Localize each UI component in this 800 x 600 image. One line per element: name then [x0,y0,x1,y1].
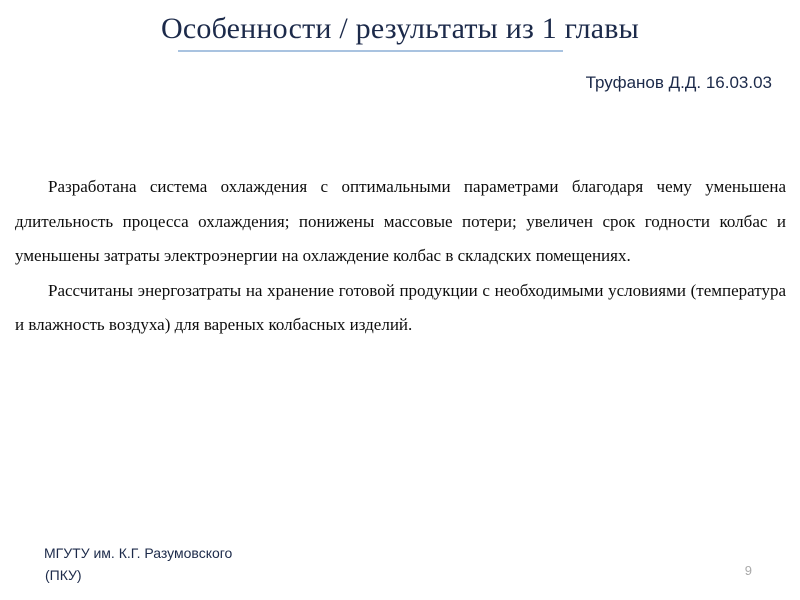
page-number: 9 [744,563,752,578]
slide-title: Особенности / результаты из 1 главы [160,12,639,45]
footer-org-abbrev: (ПКУ) [45,567,82,583]
footer-organization [44,542,232,586]
title-underline [178,50,563,52]
paragraph-results-energy: Рассчитаны энергозатраты на хранение готовой продукции с необходимыми условиями (температура и влажность воздуха) для вареных колбасных изделий. [15,280,786,334]
paragraph-results-cooling: Разработана система охлаждения с оптимальными параметрами благодаря чему уменьшена длительность процесса охлаждения; понижены массовые потери; увеличен срок годности колбас и уменьшены затраты электроэнергии на охлаждение колбас в складских помещениях. [15,177,786,265]
slide-body [15,170,786,343]
author-date: Труфанов Д.Д. 16.03.03 [585,73,772,92]
footer-org-name: МГУТУ им. К.Г. Разумовского [44,545,233,561]
